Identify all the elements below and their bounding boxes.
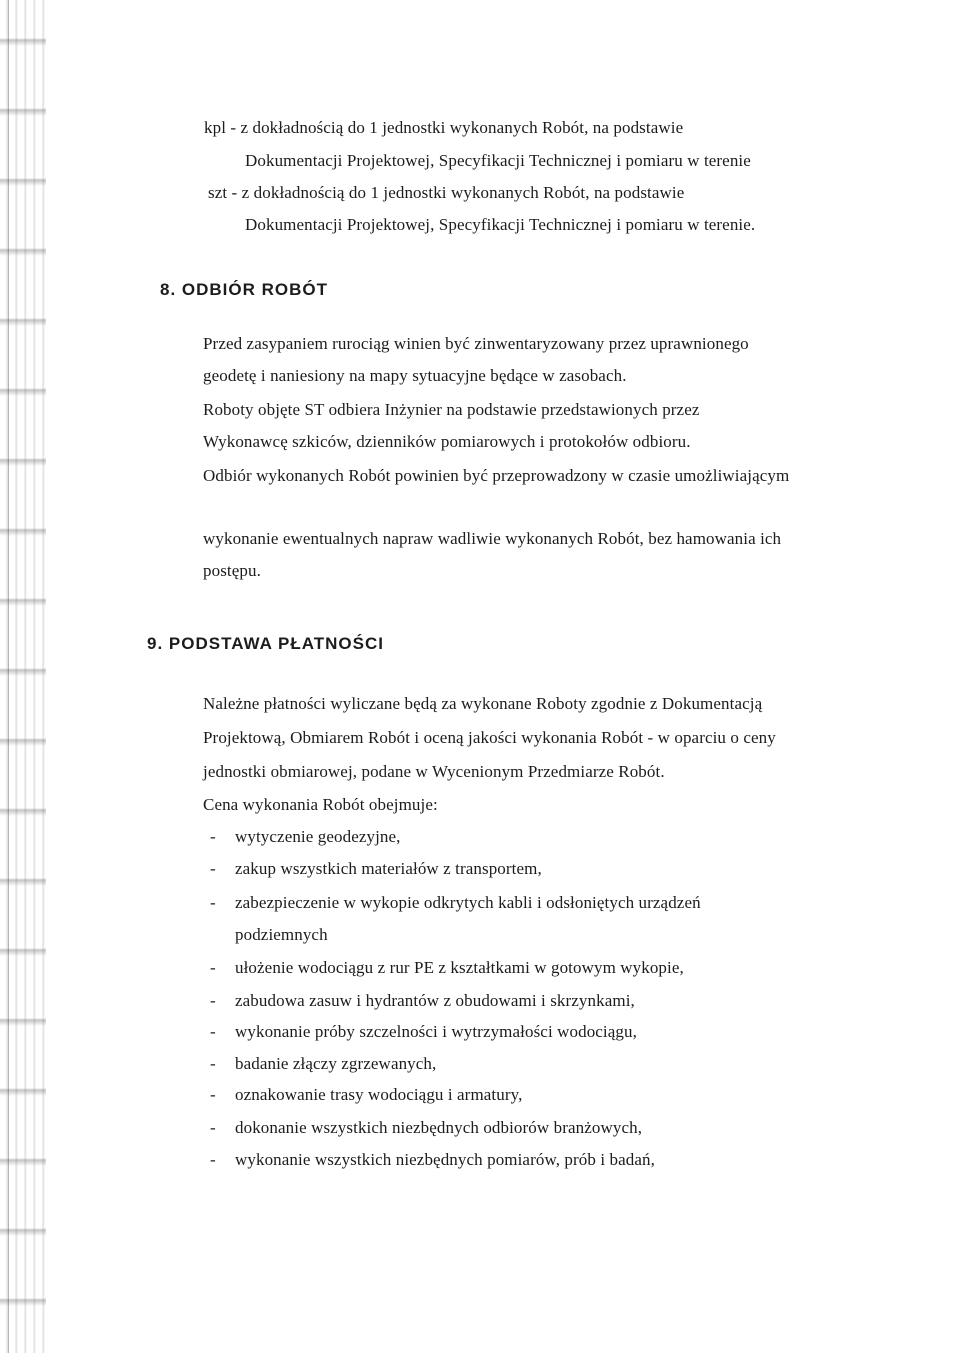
list-item: zabezpieczenie w wykopie odkrytych kabli i odsłoniętych urządzeń (235, 893, 701, 912)
list-item: oznakowanie trasy wodociągu i armatury, (235, 1085, 523, 1104)
list-bullet: - (210, 1022, 216, 1041)
list-item: zakup wszystkich materiałów z transportem, (235, 859, 542, 878)
list-item: wykonanie wszystkich niezbędnych pomiarów, prób i badań, (235, 1150, 655, 1169)
list-bullet: - (210, 958, 216, 977)
section-8-line: Przed zasypaniem rurociąg winien być zinwentaryzowany przez uprawnionego (203, 334, 749, 353)
list-item: badanie złączy zgrzewanych, (235, 1054, 437, 1073)
section-9-line: Należne płatności wyliczane będą za wykonane Roboty zgodnie z Dokumentacją (203, 694, 763, 713)
list-bullet: - (210, 893, 216, 912)
unit-szt-line2: Dokumentacji Projektowej, Specyfikacji Technicznej i pomiaru w terenie. (245, 215, 756, 234)
section-9-heading: 9. PODSTAWA PŁATNOŚCI (147, 634, 384, 653)
list-item: ułożenie wodociągu z rur PE z kształtkami w gotowym wykopie, (235, 958, 684, 977)
list-item: wykonanie próby szczelności i wytrzymałości wodociągu, (235, 1022, 637, 1041)
section-8-line: postępu. (203, 561, 261, 580)
list-item-continuation: podziemnych (235, 925, 328, 944)
unit-szt-line1: szt - z dokładnością do 1 jednostki wykonanych Robót, na podstawie (208, 183, 685, 202)
list-bullet: - (210, 827, 216, 846)
section-8-line: Odbiór wykonanych Robót powinien być przeprowadzony w czasie umożliwiającym (203, 466, 790, 485)
list-bullet: - (210, 1054, 216, 1073)
list-bullet: - (210, 859, 216, 878)
section-8-line: Wykonawcę szkiców, dzienników pomiarowych i protokołów odbioru. (203, 432, 691, 451)
list-item: wytyczenie geodezyjne, (235, 827, 401, 846)
section-8-line: geodetę i naniesiony na mapy sytuacyjne będące w zasobach. (203, 366, 627, 385)
list-bullet: - (210, 991, 216, 1010)
list-item: zabudowa zasuw i hydrantów z obudowami i skrzynkami, (235, 991, 635, 1010)
section-9-line: Projektową, Obmiarem Robót i oceną jakości wykonania Robót - w oparciu o ceny (203, 728, 776, 747)
unit-kpl-line1: kpl - z dokładnością do 1 jednostki wykonanych Robót, na podstawie (204, 118, 684, 137)
list-bullet: - (210, 1150, 216, 1169)
list-bullet: - (210, 1118, 216, 1137)
list-bullet: - (210, 1085, 216, 1104)
scan-edge-artifact (0, 0, 46, 1353)
section-9-line: Cena wykonania Robót obejmuje: (203, 795, 438, 814)
section-9-line: jednostki obmiarowej, podane w Wycenionym Przedmiarze Robót. (203, 762, 665, 781)
list-item: dokonanie wszystkich niezbędnych odbiorów branżowych, (235, 1118, 643, 1137)
unit-kpl-line2: Dokumentacji Projektowej, Specyfikacji Technicznej i pomiaru w terenie (245, 151, 751, 170)
section-8-line: wykonanie ewentualnych napraw wadliwie wykonanych Robót, bez hamowania ich (203, 529, 782, 548)
section-8-line: Roboty objęte ST odbiera Inżynier na podstawie przedstawionych przez (203, 400, 700, 419)
section-8-heading: 8. ODBIÓR ROBÓT (160, 280, 329, 299)
